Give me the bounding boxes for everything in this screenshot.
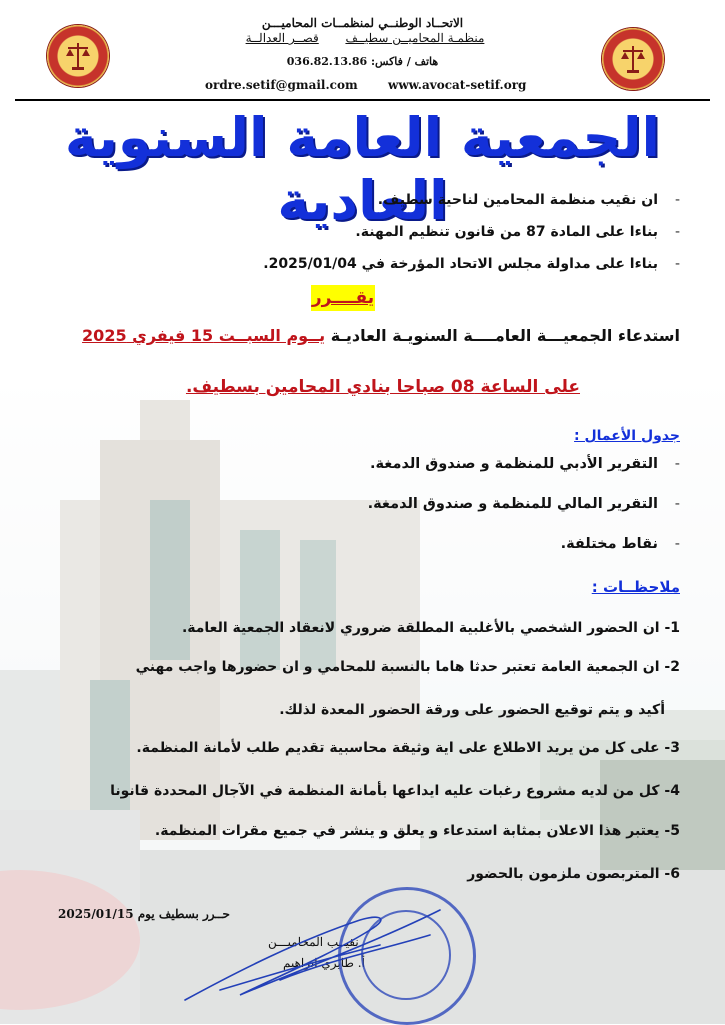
agenda-item (561, 536, 680, 552)
agenda-item (370, 456, 680, 472)
court-name: قصــر العدالــة (245, 31, 319, 45)
org-court-line (230, 31, 500, 45)
preamble-line-2 (355, 224, 680, 240)
handwritten-signature (180, 900, 460, 1010)
note-item-6: 6- المتربصون ملزمون بالحضور (467, 866, 680, 882)
email-address: ordre.setif@gmail.com (205, 78, 358, 92)
preamble-line-1 (378, 192, 680, 208)
union-name: الاتحــاد الوطنــي لمنظمــات المحاميـــن (261, 16, 464, 30)
note-item-1: 1- ان الحضور الشخصي بالأغلبية المطلقة ضروري لانعقاد الجمعية العامة. (181, 620, 680, 636)
preamble-text: ان نقيب منظمة المحامين لناحية سطيف. (377, 192, 658, 208)
header-divider (15, 99, 710, 101)
notes-heading: ملاحظــات : (591, 578, 680, 596)
convocation-text: استدعاء الجمعيـــة العامــــة السنويـة العاديـة (330, 326, 680, 345)
preamble-text: بناءا على مداولة مجلس الاتحاد المؤرخة في 2025/01/04. (263, 256, 658, 272)
agenda-heading: جدول الأعمال : (574, 428, 680, 444)
bullet-dash-icon: - (674, 456, 680, 472)
meeting-date: يــوم السبــت 15 فيفري 2025 (82, 326, 326, 345)
agenda-item-text: نقاط مختلفة. (560, 536, 658, 552)
bullet-dash-icon: - (674, 224, 680, 240)
note-item-5: 5- يعتبر هذا الاعلان بمثابة استدعاء و يعلق و ينشر في جميع مقرات المنظمة. (154, 823, 680, 839)
preamble-text: بناءا على المادة 87 من قانون تنظيم المهنة. (355, 224, 658, 240)
convocation-line (82, 326, 680, 345)
bullet-dash-icon: - (674, 192, 680, 208)
signer-name: أ. طايري ابراهيم (283, 956, 365, 970)
bullet-dash-icon: - (674, 496, 680, 512)
bullet-dash-icon: - (674, 256, 680, 272)
note-item-3: 3- على كل من يريد الاطلاع على اية وثيقة محاسبية تقديم طلب لأمانة المنظمة. (136, 740, 680, 756)
note-item-4: 4- كل من لديه مشروع رغبات عليه ايداعها بأمانة المنظمة في الآجال المحددة قانونا (110, 783, 680, 799)
agenda-item-text: التقرير الأدبي للمنظمة و صندوق الدمغة. (369, 456, 658, 472)
decides-label: يقــــرر (311, 285, 375, 311)
preamble-line-3 (263, 256, 680, 272)
org-name: منظمـة المحاميــن سطيــف (345, 31, 485, 45)
bullet-dash-icon: - (674, 536, 680, 552)
document-title: الجمعية العامة السنوية العادية (64, 106, 661, 232)
agenda-item (368, 496, 680, 512)
website-url: www.avocat-setif.org (388, 78, 527, 92)
signer-title: نقيــب المحاميـــن (268, 935, 359, 949)
meeting-time-place: على الساعة 08 صباحا بنادي المحامين بسطيف. (185, 377, 580, 397)
agenda-item-text: التقرير المالي للمنظمة و صندوق الدمغة. (367, 496, 658, 512)
phone-fax: هاتف / فاكس: 036.82.13.86 (286, 55, 439, 68)
place-and-date: حــرر بسطيف يوم 2025/01/15 (58, 907, 230, 921)
note-item-2: 2- ان الجمعية العامة تعتبر حدثا هاما بالنسبة للمحامي و ان حضورها واجب مهني (135, 659, 680, 675)
note-item-2-continued: أكيد و يتم توقيع الحضور على ورقة الحضور المعدة لذلك. (279, 702, 665, 718)
